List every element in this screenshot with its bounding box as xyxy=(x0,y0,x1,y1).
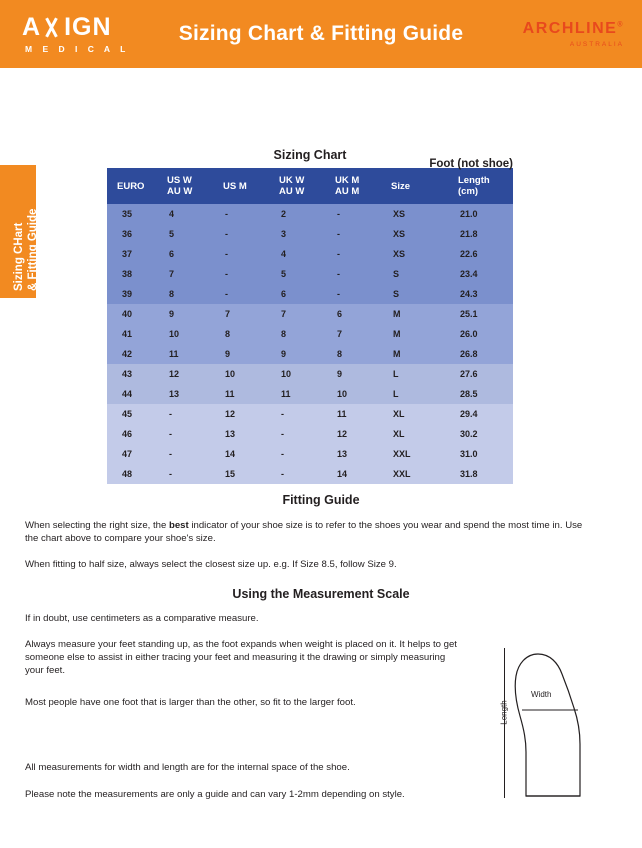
fitting-paragraph-1 xyxy=(25,519,593,545)
fitting-paragraph-2: When fitting to half size, always select the closest size up. e.g. If Size 8.5, follow Size 9. xyxy=(25,559,397,570)
fitting-guide-title: Fitting Guide xyxy=(282,493,360,507)
cell-us-w: 8 xyxy=(157,284,213,304)
cell-size: S xyxy=(381,284,446,304)
archline-wordmark-text: ARCHLINE xyxy=(522,20,618,37)
cell-size: M xyxy=(381,304,446,324)
cell-euro: 35 xyxy=(107,204,157,224)
cell-us-m: 11 xyxy=(213,384,269,404)
cell-length: 26.8 xyxy=(446,344,513,364)
width-label: Width xyxy=(531,690,552,699)
cell-us-w: 12 xyxy=(157,364,213,384)
table-header-row xyxy=(107,168,513,204)
cell-length: 30.2 xyxy=(446,424,513,444)
cell-euro: 38 xyxy=(107,264,157,284)
scale-paragraph-3: Most people have one foot that is larger than the other, so fit to the larger foot. xyxy=(25,697,356,708)
cell-us-w: - xyxy=(157,424,213,444)
cell-uk-m: - xyxy=(325,204,381,224)
col-header-uk-w: UK W AU W xyxy=(269,168,325,204)
cell-us-m: - xyxy=(213,244,269,264)
cell-euro: 46 xyxy=(107,424,157,444)
table-row xyxy=(107,404,513,424)
table-row xyxy=(107,224,513,244)
cell-length: 28.5 xyxy=(446,384,513,404)
cell-size: L xyxy=(381,364,446,384)
fitting-p1-bold: best xyxy=(168,520,189,531)
cell-uk-m: 9 xyxy=(325,364,381,384)
col-header-euro: EURO xyxy=(107,168,157,204)
cell-length: 31.0 xyxy=(446,444,513,464)
table-row xyxy=(107,464,513,484)
cell-length: 25.1 xyxy=(446,304,513,324)
cell-uk-w: 5 xyxy=(269,264,325,284)
col-header-length: Length (cm) xyxy=(446,168,513,204)
cell-size: XXL xyxy=(381,444,446,464)
axign-sub-text: M E D I C A L xyxy=(25,43,130,54)
cell-us-m: 8 xyxy=(213,324,269,344)
sizing-chart-section xyxy=(107,148,513,484)
cell-size: XL xyxy=(381,404,446,424)
scale-paragraph-1: If in doubt, use centimeters as a comparative measure. xyxy=(25,613,259,624)
cell-uk-m: 14 xyxy=(325,464,381,484)
cell-us-w: 6 xyxy=(157,244,213,264)
table-row xyxy=(107,304,513,324)
cell-us-w: - xyxy=(157,444,213,464)
cell-euro: 36 xyxy=(107,224,157,244)
sizing-chart-heading: Sizing Chart xyxy=(273,148,347,162)
cell-us-m: - xyxy=(213,224,269,244)
cell-size: XS xyxy=(381,204,446,224)
cell-us-w: - xyxy=(157,464,213,484)
cell-length: 26.0 xyxy=(446,324,513,344)
cell-euro: 41 xyxy=(107,324,157,344)
cell-euro: 40 xyxy=(107,304,157,324)
cell-uk-m: 8 xyxy=(325,344,381,364)
cell-size: XL xyxy=(381,424,446,444)
measurement-scale-title: Using the Measurement Scale xyxy=(232,587,410,601)
cell-euro: 43 xyxy=(107,364,157,384)
table-row xyxy=(107,324,513,344)
cell-uk-m: 7 xyxy=(325,324,381,344)
cell-us-m: 9 xyxy=(213,344,269,364)
cell-size: XS xyxy=(381,224,446,244)
cell-us-m: - xyxy=(213,204,269,224)
cell-us-m: 13 xyxy=(213,424,269,444)
table-row xyxy=(107,364,513,384)
sizing-table-body xyxy=(107,204,513,484)
side-tab-line1: Sizing CHart xyxy=(13,222,25,291)
cell-uk-m: 10 xyxy=(325,384,381,404)
length-label: Length xyxy=(499,700,509,725)
cell-uk-m: - xyxy=(325,284,381,304)
cell-us-w: 4 xyxy=(157,204,213,224)
side-tab-label xyxy=(12,209,40,291)
cell-length: 31.8 xyxy=(446,464,513,484)
sizing-table xyxy=(107,168,513,484)
cell-us-m: 10 xyxy=(213,364,269,384)
archline-wordmark xyxy=(523,21,624,37)
cell-uk-w: 3 xyxy=(269,224,325,244)
cell-uk-w: 6 xyxy=(269,284,325,304)
cell-uk-m: 11 xyxy=(325,404,381,424)
cell-size: M xyxy=(381,344,446,364)
cell-us-m: 12 xyxy=(213,404,269,424)
cell-euro: 42 xyxy=(107,344,157,364)
cell-us-m: - xyxy=(213,264,269,284)
page-title: Sizing Chart & Fitting Guide xyxy=(178,22,464,45)
cell-length: 23.4 xyxy=(446,264,513,284)
col-header-uk-m: UK M AU M xyxy=(325,168,381,204)
fitting-p1-after: indicator of your shoe size is to refer to the shoes you wear and spend the most time in. Use the chart above to compare your shoe's size. xyxy=(25,520,583,544)
cell-euro: 45 xyxy=(107,404,157,424)
cell-length: 21.0 xyxy=(446,204,513,224)
cell-uk-w: - xyxy=(269,444,325,464)
table-row xyxy=(107,284,513,304)
cell-size: S xyxy=(381,264,446,284)
col-header-size: Size xyxy=(381,168,446,204)
cell-uk-m: 13 xyxy=(325,444,381,464)
scale-paragraph-2: Always measure your feet standing up, as the foot expands when weight is placed on it. It helps to get someone else to assist in either tracing your feet and measuring it the drawing or simply measuring your feet. xyxy=(25,639,457,676)
cell-us-w: 5 xyxy=(157,224,213,244)
cell-euro: 47 xyxy=(107,444,157,464)
table-row xyxy=(107,444,513,464)
cell-uk-m: 6 xyxy=(325,304,381,324)
registered-icon: ® xyxy=(617,21,624,29)
table-row xyxy=(107,424,513,444)
cell-us-m: 15 xyxy=(213,464,269,484)
side-tab xyxy=(0,165,39,298)
cell-uk-m: 12 xyxy=(325,424,381,444)
cell-us-w: - xyxy=(157,404,213,424)
cell-length: 21.8 xyxy=(446,224,513,244)
foot-outline-icon xyxy=(508,648,608,798)
page-header xyxy=(0,0,642,68)
cell-uk-m: - xyxy=(325,224,381,244)
cell-length: 24.3 xyxy=(446,284,513,304)
axign-x-icon xyxy=(41,17,62,38)
cell-uk-m: - xyxy=(325,264,381,284)
cell-uk-w: 4 xyxy=(269,244,325,264)
fitting-p1-before: When selecting the right size, the xyxy=(25,520,169,531)
cell-length: 29.4 xyxy=(446,404,513,424)
col-header-us-w: US W AU W xyxy=(157,168,213,204)
cell-uk-w: - xyxy=(269,424,325,444)
archline-logo xyxy=(492,20,642,48)
table-row xyxy=(107,344,513,364)
cell-us-w: 7 xyxy=(157,264,213,284)
col-header-us-m: US M xyxy=(213,168,269,204)
cell-size: XS xyxy=(381,244,446,264)
cell-uk-w: 8 xyxy=(269,324,325,344)
cell-uk-w: - xyxy=(269,464,325,484)
cell-length: 27.6 xyxy=(446,364,513,384)
axign-wordmark: A IGN xyxy=(22,12,112,41)
cell-us-m: - xyxy=(213,284,269,304)
scale-paragraph-5: Please note the measurements are only a guide and can vary 1-2mm depending on style. xyxy=(25,789,405,800)
cell-size: XXL xyxy=(381,464,446,484)
table-row xyxy=(107,384,513,404)
table-row xyxy=(107,244,513,264)
cell-euro: 39 xyxy=(107,284,157,304)
cell-uk-m: - xyxy=(325,244,381,264)
axign-logo xyxy=(0,12,170,54)
cell-us-w: 13 xyxy=(157,384,213,404)
cell-uk-w: 11 xyxy=(269,384,325,404)
cell-uk-w: 7 xyxy=(269,304,325,324)
axign-wordmark-text: IGN xyxy=(64,12,112,41)
side-tab-line2: & Fitting Guide xyxy=(27,208,39,291)
cell-uk-w: 9 xyxy=(269,344,325,364)
cell-uk-w: 10 xyxy=(269,364,325,384)
foot-not-shoe-label: Foot (not shoe) xyxy=(429,158,513,170)
table-row xyxy=(107,204,513,224)
archline-sub-text: AUSTRALIA xyxy=(569,41,624,48)
cell-uk-w: 2 xyxy=(269,204,325,224)
cell-uk-w: - xyxy=(269,404,325,424)
cell-length: 22.6 xyxy=(446,244,513,264)
cell-size: M xyxy=(381,324,446,344)
foot-measurement-diagram xyxy=(494,648,614,798)
cell-euro: 37 xyxy=(107,244,157,264)
cell-us-w: 10 xyxy=(157,324,213,344)
scale-paragraph-4: All measurements for width and length are for the internal space of the shoe. xyxy=(25,762,350,773)
cell-us-w: 11 xyxy=(157,344,213,364)
cell-euro: 48 xyxy=(107,464,157,484)
table-row xyxy=(107,264,513,284)
cell-euro: 44 xyxy=(107,384,157,404)
cell-us-m: 14 xyxy=(213,444,269,464)
cell-us-w: 9 xyxy=(157,304,213,324)
cell-us-m: 7 xyxy=(213,304,269,324)
cell-size: L xyxy=(381,384,446,404)
